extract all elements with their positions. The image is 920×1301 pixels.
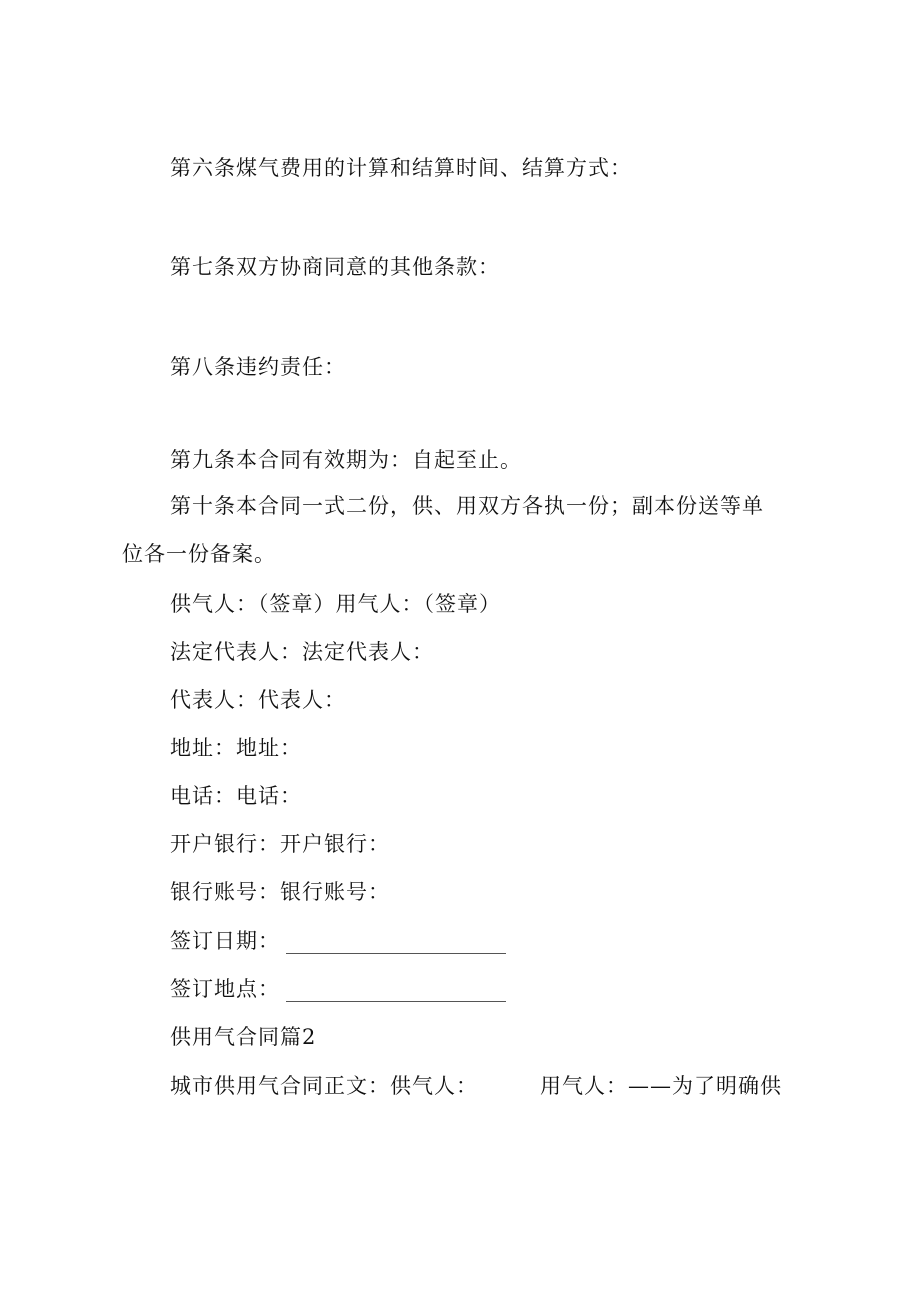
- legal-representative: 法定代表人：法定代表人：: [170, 640, 434, 664]
- sign-place: [170, 976, 506, 1002]
- sign-date-label: 签订日期：: [170, 929, 280, 953]
- sign-date: [170, 928, 506, 954]
- clause-10-line-1: 第十条本合同一式二份，供、用双方各执一份；副本份送等单: [170, 494, 764, 518]
- last-line-part-2: 用气人：——为了明确供: [540, 1074, 782, 1098]
- bank: 开户银行：开户银行：: [170, 832, 390, 856]
- section-title: 供用气合同篇2: [170, 1025, 317, 1049]
- sign-place-label: 签订地点：: [170, 977, 280, 1001]
- sign-parties: 供气人：（签章）用气人：（签章）: [170, 592, 501, 616]
- clause-8: 第八条违约责任：: [170, 355, 346, 379]
- phone: 电话：电话：: [170, 784, 302, 808]
- clause-9: 第九条本合同有效期为：自起至止。: [170, 448, 522, 472]
- last-line-part-1: 城市供用气合同正文：供气人：: [170, 1074, 478, 1098]
- clause-6: 第六条煤气费用的计算和结算时间、结算方式：: [170, 156, 632, 180]
- bank-account: 银行账号：银行账号：: [170, 880, 390, 904]
- clause-7: 第七条双方协商同意的其他条款：: [170, 255, 500, 279]
- last-line: [170, 1073, 782, 1099]
- sign-place-blank: [286, 981, 506, 1002]
- clause-10-line-2: 位各一份备案。: [122, 542, 276, 566]
- address: 地址：地址：: [170, 736, 302, 760]
- sign-date-blank: [286, 933, 506, 954]
- representative: 代表人：代表人：: [170, 688, 346, 712]
